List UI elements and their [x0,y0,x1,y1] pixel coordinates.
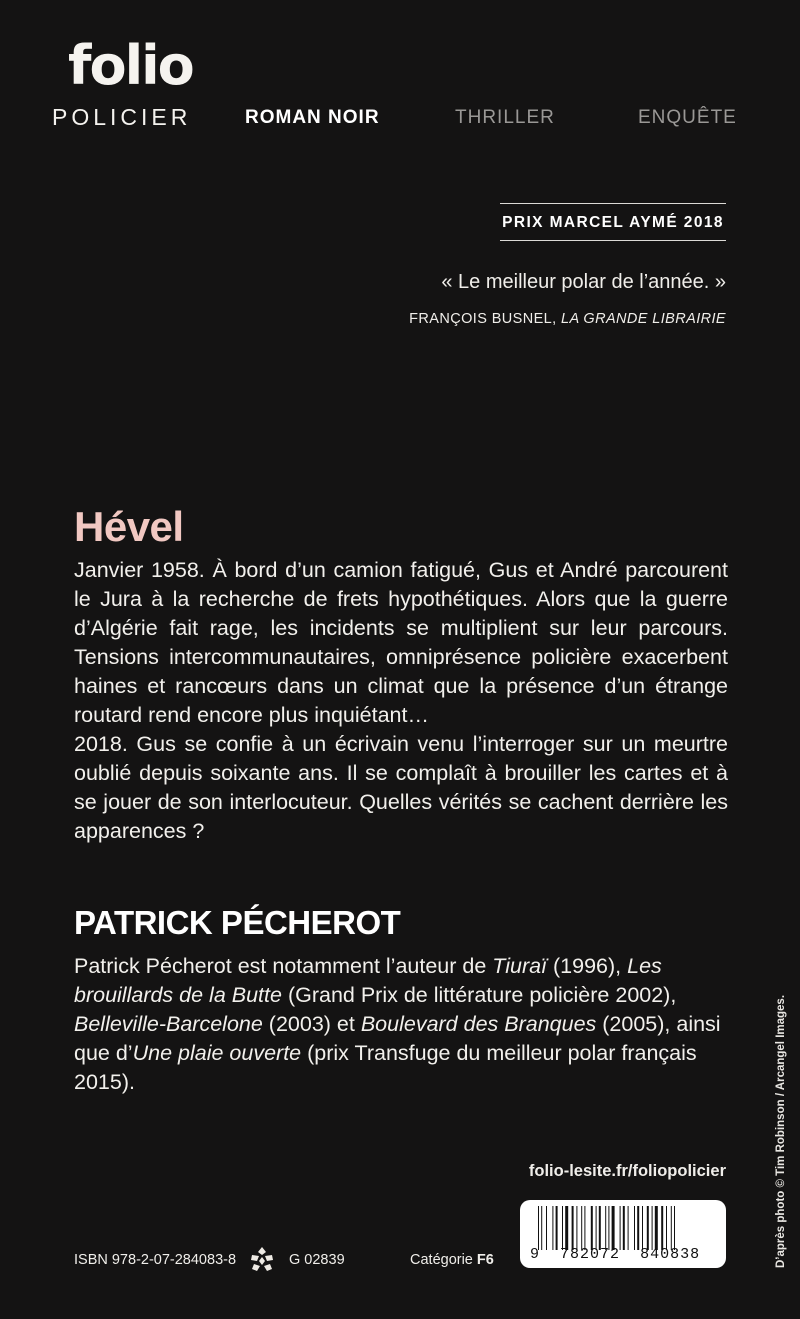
book-summary [74,556,728,846]
barcode-bar [612,1206,615,1250]
isbn: ISBN 978-2-07-284083-8 [74,1252,237,1268]
bio-book-title: Les brouillards de la Butte [74,954,662,1007]
barcode-digits-right: 840838 [640,1246,701,1263]
bio-text: Patrick Pécherot est notamment l’auteur de [74,954,493,978]
barcode-bar [655,1206,658,1250]
barcode-bar [647,1206,649,1250]
genre-enquete: ENQUÊTE [638,107,737,128]
summary-paragraph-2: 2018. Gus se confie à un écrivain venu l’interroger sur un meurtre oublié depuis soixante ans. Il se complaît à brouiller les cartes et à se jouer de son interlocuteur. Quelles vérités se cachent derrière les apparences ? [74,732,728,843]
prize-bottom-rule [500,240,726,241]
bio-book-title: Tiuraï [492,954,548,978]
barcode-bar [591,1206,593,1250]
bio-text: (2003) et [262,1012,361,1036]
press-quote: « Le meilleur polar de l’année. » [441,271,726,293]
barcode-bars [538,1206,714,1250]
barcode-bar [608,1206,609,1250]
barcode-bar [634,1206,635,1250]
barcode [520,1200,726,1268]
quote-source: LA GRANDE LIBRAIRIE [561,311,726,327]
summary-paragraph-1: Janvier 1958. À bord d’un camion fatigué, Gus et André parcourent le Jura à la recherche de frets hypothétiques. Alors que la guerre d’Algérie fait rage, les incidents se multiplient sur leur parcours. Tensions intercommunautaires, omniprésence policière exacerbent haines et rancœurs dans un climat que la présence d’un étrange routard rend encore plus inquiétant… [74,558,728,727]
quote-attribution [409,308,726,330]
barcode-bar [596,1206,597,1250]
barcode-bar [581,1206,582,1250]
barcode-bar [556,1206,558,1250]
barcode-bar [541,1206,542,1250]
website-link[interactable]: folio-lesite.fr/foliopolicier [528,1162,726,1180]
barcode-bar [572,1206,574,1250]
folio-logo: folio [68,34,193,97]
bio-text: (prix Transfuge du meilleur polar français 2015). [74,1041,697,1094]
bio-text: (2005), ainsi que d’ [74,1012,721,1065]
photo-credit: D’après photo © Tim Robinson / Arcangel Images. [775,994,787,1268]
barcode-bar [652,1206,653,1250]
barcode-bar [562,1206,563,1250]
gallimard-icon [248,1245,276,1273]
barcode-digits-left: 782072 [560,1246,621,1263]
category [410,1250,494,1270]
barcode-bar [620,1206,621,1250]
g-code: G 02839 [289,1252,345,1268]
bio-text: (1996), [547,954,628,978]
policier-logo: POLICIER [52,104,192,130]
barcode-bar [642,1206,643,1250]
barcode-bar [637,1206,639,1250]
genre-roman-noir: ROMAN NOIR [245,107,380,128]
barcode-bar [576,1206,577,1250]
prize-label: PRIX MARCEL AYMÉ 2018 [502,214,724,231]
barcode-bar [552,1206,553,1250]
barcode-bar [599,1206,601,1250]
barcode-bar [674,1206,675,1250]
author-bio [74,952,728,1097]
barcode-bar [538,1206,539,1250]
book-title: Hével [74,503,184,550]
barcode-bar [605,1206,606,1250]
bio-text: (Grand Prix de littérature policière 2002), [281,983,677,1007]
barcode-bar [628,1206,629,1250]
barcode-digits [530,1246,720,1264]
barcode-bar [546,1206,547,1250]
genre-thriller: THRILLER [455,107,555,128]
quote-author: FRANÇOIS BUSNEL, [409,311,561,327]
prize-top-rule [500,203,726,204]
barcode-bar [671,1206,672,1250]
author-name: PATRICK PÉCHEROT [74,904,401,941]
barcode-bar [623,1206,625,1250]
bio-book-title: Une plaie ouverte [132,1041,302,1065]
category-value: F6 [476,1252,494,1268]
barcode-digit-first: 9 [530,1246,541,1263]
bio-book-title: Boulevard des Branques [360,1012,597,1036]
barcode-bar [666,1206,667,1250]
barcode-bar [584,1206,585,1250]
barcode-bar [661,1206,663,1250]
bio-book-title: Belleville-Barcelone [74,1012,263,1036]
category-label: Catégorie [410,1252,477,1268]
barcode-bar [565,1206,568,1250]
